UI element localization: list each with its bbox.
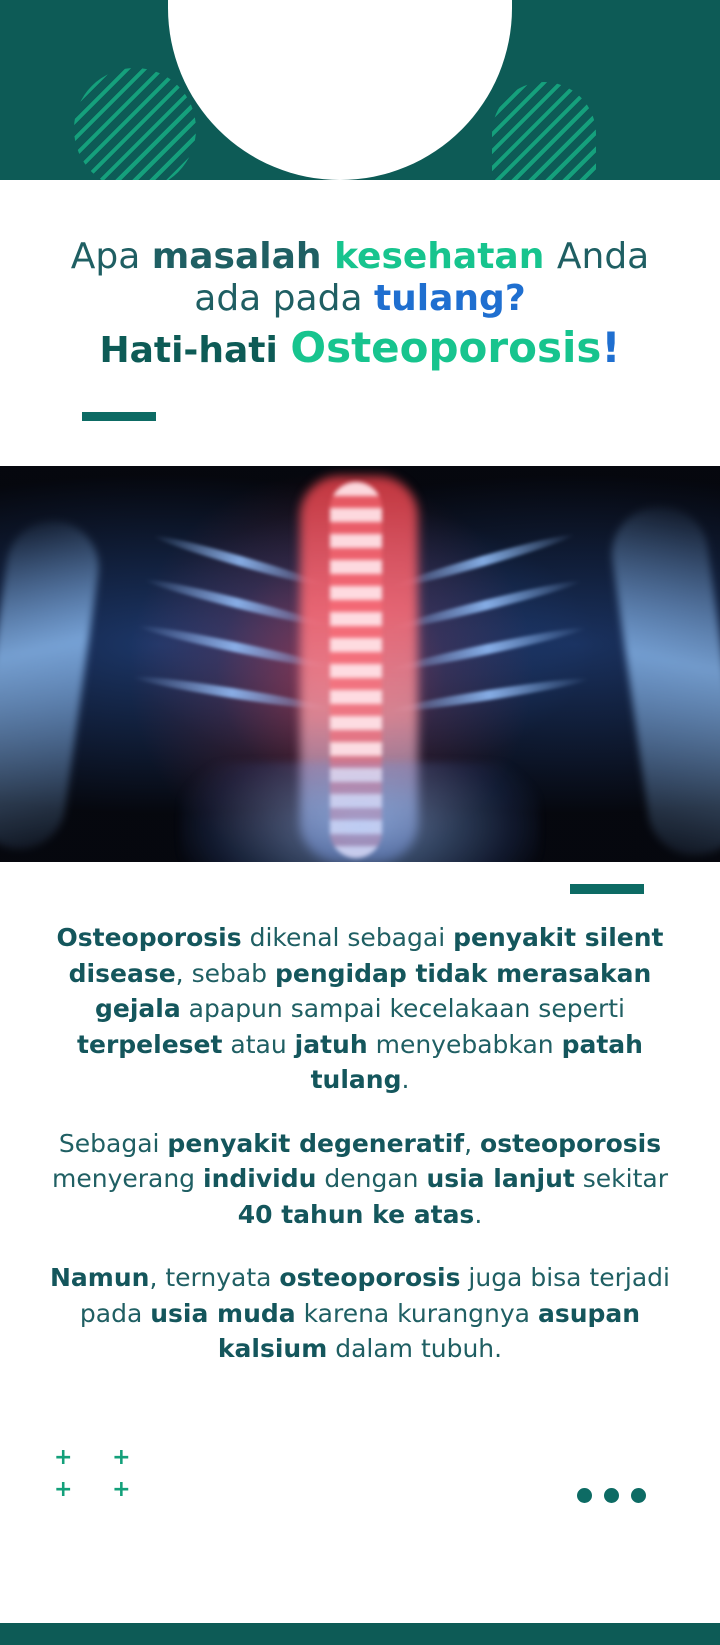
body-text: Sebagai <box>58 1128 168 1158</box>
emphasis-text: usia muda <box>150 1298 296 1328</box>
emphasis-text: terpeleset <box>77 1029 223 1059</box>
headline-text-osteoporosis: Osteoporosis <box>290 322 602 372</box>
emphasis-text: individu <box>203 1164 317 1193</box>
headline-text-hatihati: Hati-hati <box>99 329 291 371</box>
headline-line-2 <box>0 278 720 320</box>
headline-text-exclamation: ! <box>601 322 621 372</box>
dot-icon <box>577 1488 592 1503</box>
body-text: karena kurangnya <box>295 1298 538 1328</box>
headline-line-1 <box>0 236 720 278</box>
headline <box>0 236 720 372</box>
headline-line-3 <box>0 324 720 373</box>
paragraph-1 <box>40 920 680 1098</box>
body-text: dengan <box>316 1164 427 1193</box>
emphasis-text: 40 tahun ke atas <box>237 1199 475 1229</box>
body-text: dalam tubuh. <box>327 1334 503 1363</box>
headline-text-anda: Anda <box>556 236 650 277</box>
emphasis-text: osteoporosis <box>279 1263 461 1292</box>
headline-text-apa: Apa <box>70 236 152 277</box>
bottom-bar <box>0 1623 720 1645</box>
body-text: , ternyata <box>149 1263 280 1292</box>
plus-row: + + <box>54 1477 147 1502</box>
emphasis-text: osteoporosis <box>480 1128 662 1158</box>
plus-pattern-icon <box>54 1442 147 1506</box>
emphasis-text: Osteoporosis <box>56 923 242 952</box>
xray-image <box>0 466 720 862</box>
dots-indicator <box>577 1488 646 1503</box>
top-notch-shape <box>168 0 512 180</box>
paragraph-3 <box>40 1260 680 1367</box>
top-decorative-band <box>0 0 720 180</box>
body-copy <box>40 920 680 1367</box>
body-text: menyebabkan <box>367 1029 562 1059</box>
headline-text-question: ? <box>504 277 526 319</box>
headline-text-adapada: ada pada <box>194 277 374 319</box>
plus-row: + + <box>54 1445 147 1470</box>
emphasis-text: penyakit degeneratif <box>167 1128 465 1158</box>
dot-icon <box>604 1488 619 1503</box>
paragraph-2 <box>40 1126 680 1233</box>
body-text: sekitar <box>574 1164 669 1193</box>
xray-pelvis <box>180 762 540 862</box>
striped-circle-left-icon <box>74 68 196 180</box>
headline-text-tulang: tulang <box>373 277 505 319</box>
body-text: , <box>464 1128 481 1158</box>
body-text: dikenal sebagai <box>241 923 454 952</box>
emphasis-text: usia lanjut <box>426 1164 575 1193</box>
body-text: . <box>474 1199 483 1229</box>
emphasis-text: asupan kalsium <box>217 1298 641 1363</box>
body-text: apapun sampai kecelakaan seperti <box>180 994 625 1023</box>
emphasis-text: Namun <box>50 1263 150 1292</box>
body-text: atau <box>222 1029 295 1059</box>
body-accent-rule <box>570 884 644 894</box>
body-text: , sebab <box>175 958 275 988</box>
emphasis-text: jatuh <box>294 1029 368 1059</box>
body-text: . <box>401 1065 410 1094</box>
emphasis-text: patah tulang <box>310 1029 643 1094</box>
body-text: menyerang <box>51 1164 203 1193</box>
body-text: juga bisa terjadi pada <box>79 1263 670 1328</box>
headline-underline-rule <box>82 412 156 421</box>
striped-circle-right-icon <box>492 82 596 180</box>
emphasis-text: pengidap tidak merasakan gejala <box>95 958 652 1023</box>
headline-text-masalah: masalah <box>151 236 335 277</box>
headline-text-kesehatan: kesehatan <box>334 236 557 277</box>
emphasis-text: penyakit silent disease <box>68 923 664 988</box>
dot-icon <box>631 1488 646 1503</box>
